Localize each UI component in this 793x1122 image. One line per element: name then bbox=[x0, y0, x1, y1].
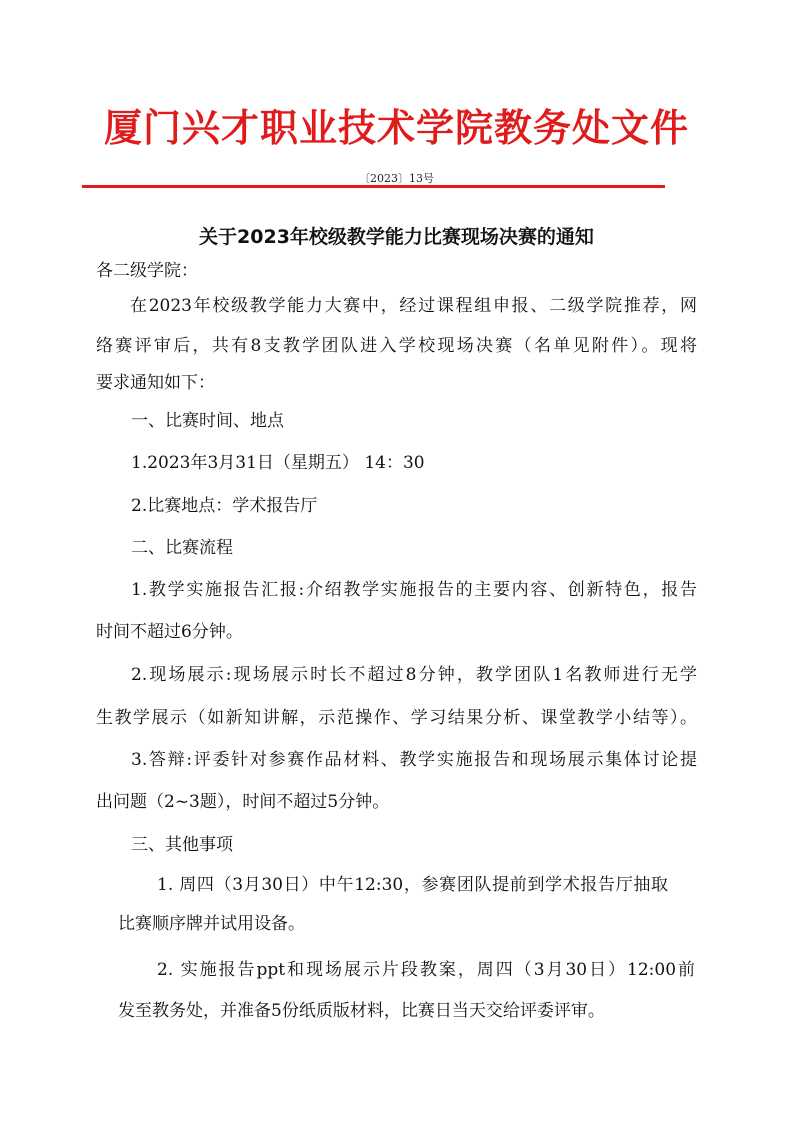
intro-line-2: 络赛评审后，共有8支教学团队进入学校现场决赛（名单见附件）。现将 bbox=[96, 336, 697, 356]
section-1-item-2: 2.比赛地点：学术报告厅 bbox=[131, 496, 318, 516]
intro-line-1: 在2023年校级教学能力大赛中，经过课程组申报、二级学院推荐，网 bbox=[130, 296, 697, 316]
section-2-item-3-line-2: 出问题（2~3题），时间不超过5分钟。 bbox=[96, 792, 390, 812]
section-2-heading: 二、比赛流程 bbox=[131, 538, 233, 558]
header-divider bbox=[82, 185, 665, 188]
intro-line-3: 要求通知如下： bbox=[96, 373, 215, 393]
section-3-heading: 三、其他事项 bbox=[131, 835, 233, 855]
section-3-item-2-line-2: 发至教务处，并准备5份纸质版材料，比赛日当天交给评委评审。 bbox=[118, 1001, 605, 1021]
document-number: 〔2023〕13号 bbox=[359, 172, 434, 185]
section-2-item-2-line-2: 生教学展示（如新知讲解，示范操作、学习结果分析、课堂教学小结等）。 bbox=[96, 708, 697, 728]
section-3-item-2-line-1: 2. 实施报告ppt和现场展示片段教案，周四（3月30日）12:00前 bbox=[157, 960, 695, 980]
section-2-item-1-line-1: 1.教学实施报告汇报:介绍教学实施报告的主要内容、创新特色，报告 bbox=[131, 580, 697, 600]
notice-title: 关于2023年校级教学能力比赛现场决赛的通知 bbox=[199, 226, 594, 248]
salutation: 各二级学院： bbox=[96, 261, 198, 281]
section-2-item-1-line-2: 时间不超过6分钟。 bbox=[96, 622, 243, 642]
section-1-heading: 一、比赛时间、地点 bbox=[131, 411, 284, 431]
section-1-item-1: 1.2023年3月31日（星期五） 14：30 bbox=[131, 453, 425, 473]
header-title: 厦门兴才职业技术学院教务处文件 bbox=[103, 105, 689, 150]
section-2-item-2-line-1: 2.现场展示:现场展示时长不超过8分钟，教学团队1名教师进行无学 bbox=[131, 665, 697, 685]
section-3-item-1-line-2: 比赛顺序牌并试用设备。 bbox=[118, 914, 305, 934]
section-2-item-3-line-1: 3.答辩:评委针对参赛作品材料、教学实施报告和现场展示集体讨论提 bbox=[131, 750, 697, 770]
section-3-item-1-line-1: 1. 周四（3月30日）中午12:30，参赛团队提前到学术报告厅抽取 bbox=[157, 875, 668, 895]
